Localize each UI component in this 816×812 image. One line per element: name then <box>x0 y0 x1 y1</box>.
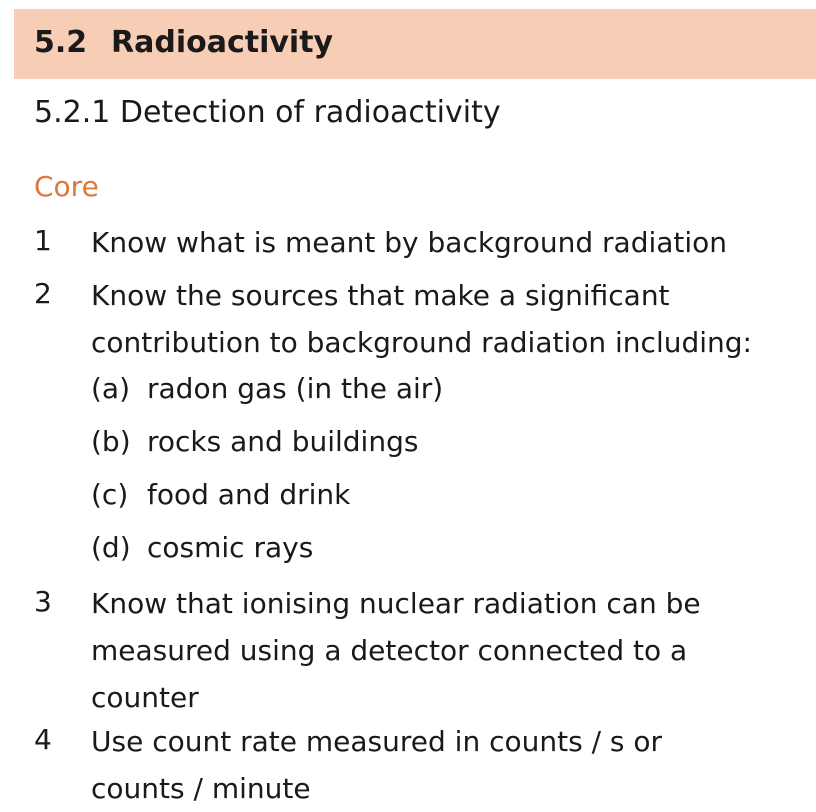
item-text-2 <box>91 272 806 366</box>
subitem-label-d: (d) <box>91 531 131 564</box>
item-line: Use count rate measured in counts / s or <box>91 725 663 758</box>
item-text-3 <box>91 580 806 721</box>
subitem-text-d: cosmic rays <box>147 531 314 564</box>
item-number-2: 2 <box>34 277 52 310</box>
subsection-title: 5.2.1 Detection of radioactivity <box>34 95 501 130</box>
item-line: contribution to background radiation including: <box>91 326 752 359</box>
section-title: Radioactivity <box>111 25 334 60</box>
item-line: measured using a detector connected to a <box>91 634 688 667</box>
section-number: 5.2 <box>34 25 88 60</box>
subitem-text-b: rocks and buildings <box>147 425 419 458</box>
subitem-text-c: food and drink <box>147 478 351 511</box>
item-number-4: 4 <box>34 723 52 756</box>
item-line: counts / minute <box>91 772 311 805</box>
subitem-label-a: (a) <box>91 372 131 405</box>
core-label: Core <box>34 170 99 203</box>
item-number-3: 3 <box>34 585 52 618</box>
item-line: Know that ionising nuclear radiation can be <box>91 587 701 620</box>
subitem-text-a: radon gas (in the air) <box>147 372 444 405</box>
subitem-label-c: (c) <box>91 478 129 511</box>
item-number-1: 1 <box>34 224 52 257</box>
subitem-label-b: (b) <box>91 425 131 458</box>
item-line: Know what is meant by background radiation <box>91 226 728 259</box>
item-text-4 <box>91 718 806 812</box>
section-header-bar <box>14 9 816 79</box>
item-line: Know the sources that make a significant <box>91 279 670 312</box>
item-line: counter <box>91 681 199 714</box>
item-text-1 <box>91 219 806 266</box>
